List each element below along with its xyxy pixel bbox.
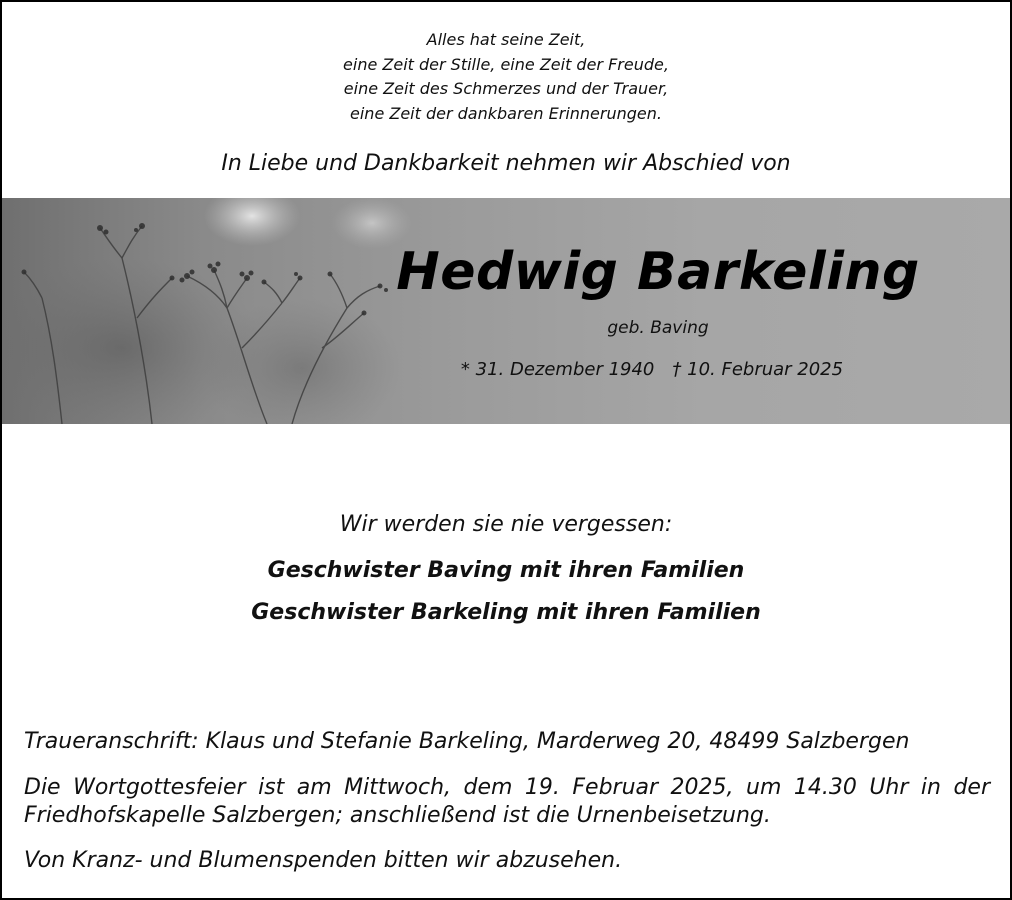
dried-flowers-photo bbox=[2, 198, 1010, 424]
poem-line: eine Zeit der Stille, eine Zeit der Freude, bbox=[343, 54, 669, 74]
deceased-name: Hedwig Barkeling bbox=[396, 242, 920, 302]
donation-note: Von Kranz- und Blumenspenden bitten wir abzusehen. bbox=[24, 848, 623, 873]
poem-line: eine Zeit des Schmerzes und der Trauer, bbox=[343, 79, 669, 98]
birth-date: * 31. Dezember 1940 bbox=[460, 359, 655, 380]
poem-line: Alles hat seine Zeit, bbox=[426, 30, 586, 49]
condolence-address: Traueranschrift: Klaus und Stefanie Barkeling, Marderweg 20, 48499 Salzbergen bbox=[24, 729, 910, 754]
mourners-intro: Wir werden sie nie vergessen: bbox=[339, 512, 673, 537]
life-dates bbox=[2, 359, 1012, 380]
poem-line: eine Zeit der dankbaren Erinnerungen. bbox=[350, 103, 662, 123]
poem bbox=[2, 28, 1010, 126]
maiden-name: geb. Baving bbox=[607, 318, 709, 338]
death-date: † 10. Februar 2025 bbox=[672, 359, 844, 380]
mourner-family: Geschwister Barkeling mit ihren Familien bbox=[251, 600, 761, 625]
mourner-family: Geschwister Baving mit ihren Familien bbox=[267, 558, 745, 583]
farewell-intro: In Liebe und Dankbarkeit nehmen wir Abschied von bbox=[221, 151, 791, 176]
service-info: Die Wortgottesfeier ist am Mittwoch, dem 19. Februar 2025, um 14.30 Uhr in der Friedhofskapelle Salzbergen; anschließend ist die Urnenbeisetzung. bbox=[24, 775, 990, 828]
memorial-banner bbox=[2, 198, 1010, 424]
